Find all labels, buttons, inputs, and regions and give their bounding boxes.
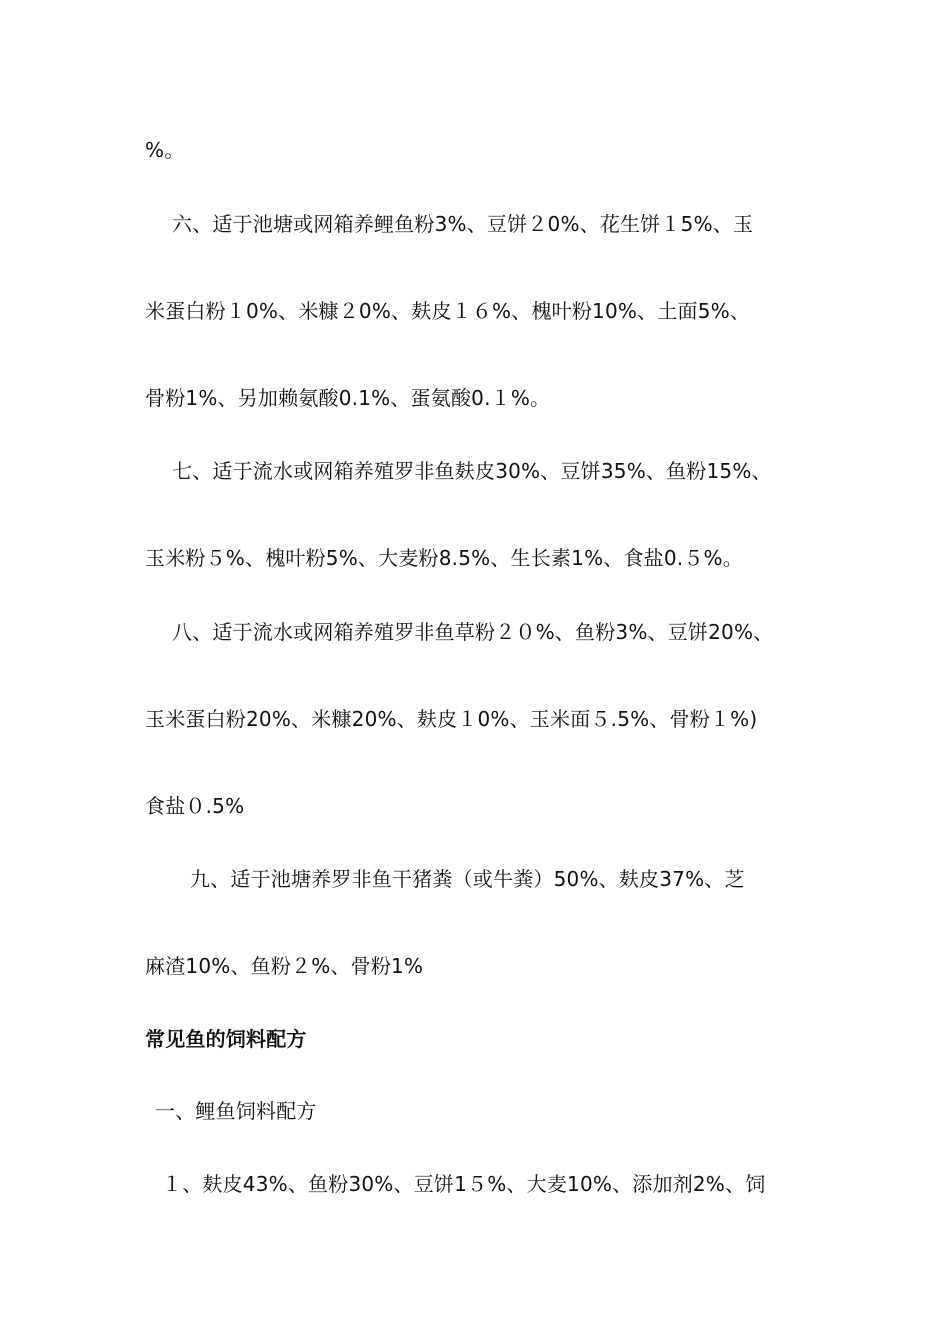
text-line-10: 九、适于池塘养罗非鱼干猪粪（或牛粪）50%、麸皮37%、芝 [190, 867, 745, 891]
text-line-1: %。 [145, 138, 185, 162]
text-line-3: 米蛋白粉１0%、米糠２0%、麸皮１６%、槐叶粉10%、土面5%、 [145, 299, 751, 323]
text-line-7: 八、适于流水或网箱养殖罗非鱼草粉２０%、鱼粉3%、豆饼20%、 [172, 620, 774, 644]
section-heading: 常见鱼的饲料配方 [145, 1027, 307, 1051]
text-line-2: 六、适于池塘或网箱养鲤鱼粉3%、豆饼２0%、花生饼１5%、玉 [172, 212, 754, 236]
text-line-11: 麻渣10%、鱼粉２%、骨粉1% [145, 954, 424, 978]
text-line-6: 玉米粉５%、槐叶粉5%、大麦粉8.5%、生长素1%、食盐0.５%。 [145, 546, 743, 570]
text-line-14: １、麸皮43%、鱼粉30%、豆饼1５%、大麦10%、添加剂2%、饲 [162, 1172, 766, 1196]
text-line-5: 七、适于流水或网箱养殖罗非鱼麸皮30%、豆饼35%、鱼粉15%、 [172, 459, 772, 483]
subsection-heading: 一、鲤鱼饲料配方 [155, 1099, 317, 1123]
text-line-8: 玉米蛋白粉20%、米糠20%、麸皮１0%、玉米面５.5%、骨粉１%) [145, 707, 758, 731]
text-line-4: 骨粉1%、另加赖氨酸0.1%、蛋氨酸0.１%。 [145, 386, 551, 410]
text-line-9: 食盐０.5% [145, 794, 245, 818]
